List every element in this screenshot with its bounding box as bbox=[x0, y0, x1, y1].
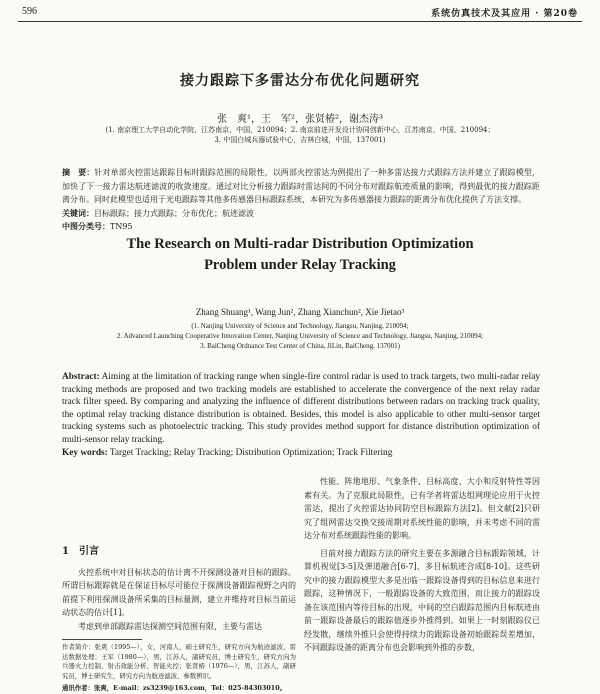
body-paragraph: 火控系统中对目标状态的估计离不开探测设备对目标的跟踪。所谓目标跟踪就是在保证目标尽可能位于探测设备跟踪视野之内的前提下利用探测设备所采集的目标量测，建立并维持对目标当前运动状态的估计[1]。 bbox=[62, 567, 296, 617]
english-keywords-text: Target Tracking; Relay Tracking; Distribution Optimization; Track Filtering bbox=[109, 447, 393, 458]
body-paragraph: 考虑到单部跟踪雷达探测空间范围有限，主要与雷达 bbox=[78, 621, 262, 631]
english-abstract-label: Abstract: bbox=[62, 372, 100, 382]
chinese-abstract bbox=[62, 166, 540, 207]
english-keywords-label: Key words: bbox=[62, 447, 108, 458]
chinese-affiliation-line: (1. 南京理工大学自动化学院，江苏南京，中国，210094；2. 南京前进开发设计协同创新中心，江苏南京，中国，210094； bbox=[105, 126, 495, 134]
header-rule bbox=[18, 21, 582, 22]
chinese-abstract-label: 摘 要： bbox=[62, 167, 95, 177]
chinese-abstract-text: 针对单部火控雷达跟踪目标时跟踪范围的局限性，以两部火控雷达为例提出了一种多雷达接力式跟踪方法并建立了跟踪模型，加快了下一接力雷达航迹滤波的收敛速度。通过对比分析接力跟踪时雷达间的不同分布对跟踪航迹质量的影响，得到最优的接力跟踪距离分布。同时此模型也适用于光电跟踪等其他多传感器目标跟踪系统，本研究为多传感器接力跟踪的距离分布优化提供了方法支撑。 bbox=[62, 168, 541, 204]
chinese-affiliations bbox=[70, 125, 530, 145]
english-affiliation-line: 3. BaiCheng Ordnance Test Center of China, JiLin, BaiCheng, 137001) bbox=[200, 342, 400, 350]
chinese-title: 接力跟踪下多雷达分布优化问题研究 bbox=[180, 73, 420, 89]
english-affiliation-line: 2. Advanced Launching Cooperative Innovation Center, Nanjing University of Science and Technology, Jiangsu, Nanjing, 210094; bbox=[116, 332, 484, 340]
body-paragraph: 目前对接力跟踪方法的研究主要在多源融合目标跟踪领域，计算机视觉[3-5]及弹道融合[6-7]、多目标航迹合成[8-10]。这些研究中的接力跟踪模型大多是出临一跟踪设备得到的目标信息来进行跟踪，这种情况下，一般跟踪设备的大致范围，而让接力的跟踪设备在该范围内等待目标的出现，中间的空白跟踪范围内目标航迹由前一跟踪设备最后的跟踪值逐步外推得到。如果上一时刻跟踪仪已经发散，继续外推只会使得持续力的跟踪设备初始跟踪误差增加，不同跟踪设备的距离分布也会影响到外推的步数， bbox=[304, 548, 540, 652]
chinese-clc bbox=[62, 220, 540, 234]
body-paragraph: 性能、阵地地形、气象条件、目标高度、大小和反射特性等因素有关。为了克服此局限性，已有学者将雷达组网理论应用于火控雷达，提出了火控雷达协同防空目标跟踪方法[2]。但文献[2]只研究了组网雷达交换交接周期对系统性能的影响，并未考虑不同的雷达分布对系统跟踪性能的影响。 bbox=[304, 477, 540, 540]
footnote-rule bbox=[62, 639, 142, 640]
page-number: 596 bbox=[22, 6, 37, 17]
chinese-keywords bbox=[62, 207, 540, 221]
body-left-column bbox=[62, 475, 296, 694]
english-keywords bbox=[62, 447, 540, 460]
body-right-column bbox=[304, 475, 540, 655]
english-title-line: Problem under Relay Tracking bbox=[204, 257, 396, 273]
page-header bbox=[18, 4, 582, 20]
footnote-author-info: 作者简介：张爽（1995—），女，河南人，硕士研究生，研究方向为航迹滤波、雷达数据处理；王军（1980—），男，江苏人，副研究员，博士研究生，研究方向为兵器火力控制、射击效能分析、智能火控；张贤椿（1976—），男，江苏人，副研究员，博士研究生，研究方向为航迹滤波、参数辨识。 bbox=[62, 643, 296, 680]
section-heading: 1 引言 bbox=[62, 546, 99, 557]
footnote-contact: 通讯作者：张爽，E-mail：zs3239@163.com，Tel：025-84303010。 bbox=[62, 684, 287, 693]
chinese-clc-text: TN95 bbox=[110, 222, 133, 231]
english-abstract-block bbox=[62, 371, 540, 459]
english-title-line: The Research on Multi-radar Distribution Optimization bbox=[126, 236, 474, 252]
english-title bbox=[0, 234, 600, 276]
english-authors: Zhang Shuang¹, Wang Jun², Zhang Xianchun², Xie Jietao³ bbox=[195, 307, 405, 317]
chinese-affiliation-line: 3. 中国白城兵器试验中心，吉林白城，中国，137001) bbox=[214, 136, 386, 144]
english-abstract-text: Aiming at the limitation of tracking range when single-fire control radar is used to track targets, two multi-radar relay tracking methods are proposed and two tracking models are established to accelerate the convergence of the next relay radar track filter speed. By comparing and analyzing the influence of different distributions between radars on tracking track quality, the optimal relay tracking distance distribution is obtained. Besides, this model is also applicable to other multi-sensor target tracking systems such as photoelectric tracking. This study provides method support for distance distribution optimization of multi-sensor relay tracking. bbox=[62, 372, 541, 445]
chinese-keywords-label: 关键词： bbox=[62, 207, 94, 218]
english-abstract bbox=[62, 371, 540, 447]
journal-name: 系统仿真技术及其应用 · 第20卷 bbox=[431, 9, 578, 19]
chinese-authors: 张 爽¹，王 军²，张贤椿²，谢杰涛³ bbox=[216, 114, 384, 125]
chinese-clc-label: 中图分类号： bbox=[62, 221, 110, 231]
english-affiliation-line: (1. Nanjing University of Science and Technology, Jiangsu, Nanjing, 210094; bbox=[191, 322, 409, 330]
english-affiliations bbox=[60, 321, 540, 351]
chinese-abstract-block bbox=[62, 166, 540, 234]
chinese-keywords-text: 目标跟踪；接力式跟踪；分布优化；航迹滤波 bbox=[94, 208, 254, 218]
